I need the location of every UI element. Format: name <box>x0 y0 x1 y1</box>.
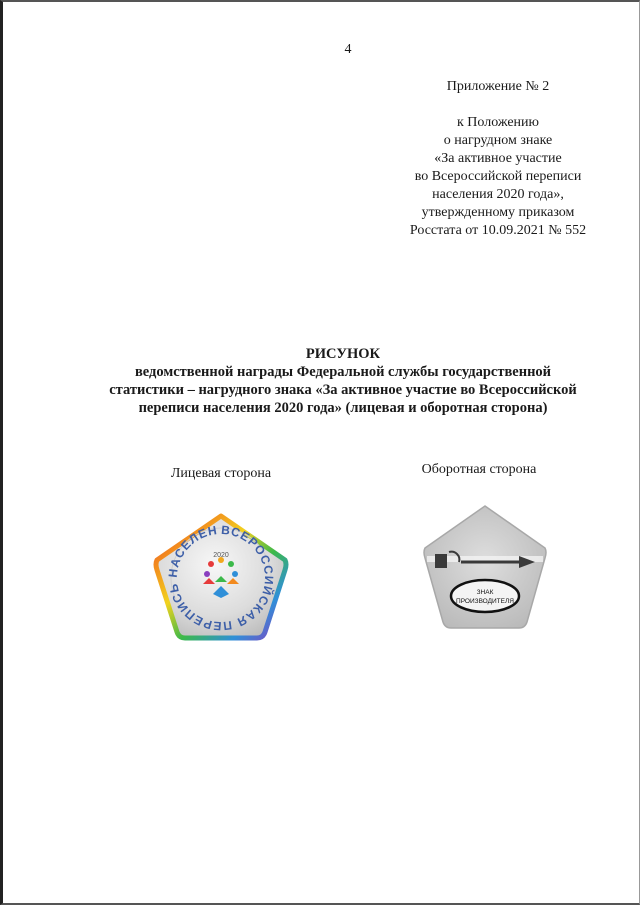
appendix-line: во Всероссийской переписи <box>414 169 582 184</box>
heading-title: РИСУНОК <box>305 346 381 362</box>
front-side-caption: Лицевая сторона <box>170 466 272 481</box>
maker-mark-line: ПРОИЗВОДИТЕЛЯ <box>456 598 514 605</box>
heading-line: статистики – нагрудного знака «За активное участие во Всероссийской <box>109 382 577 398</box>
heading-line: переписи населения 2020 года» (лицевая и оборотная сторона) <box>138 400 548 416</box>
census-badge-back-icon <box>421 504 549 632</box>
appendix-block <box>388 78 608 240</box>
appendix-line: о нагрудном знаке <box>443 133 553 148</box>
appendix-line: к Положению <box>456 115 539 130</box>
appendix-line: Росстата от 10.09.2021 № 552 <box>409 223 587 238</box>
page-number: 4 <box>344 42 352 57</box>
census-badge-front-icon <box>151 512 291 642</box>
appendix-line: населения 2020 года», <box>432 187 564 202</box>
back-side-caption: Оборотная сторона <box>421 462 537 477</box>
appendix-title: Приложение № 2 <box>446 79 550 94</box>
badge-ring-text: ВСЕРОССИЙСКАЯ ПЕРЕПИСЬ НАСЕЛЕН <box>165 522 277 634</box>
appendix-line: «За активное участие <box>434 151 562 166</box>
document-heading <box>93 345 593 417</box>
appendix-line: утвержденному приказом <box>421 205 575 220</box>
badge-center-text: 2020 <box>213 552 229 559</box>
badge-front-image <box>151 512 291 642</box>
heading-line: ведомственной награды Федеральной службы государственной <box>134 364 552 380</box>
maker-mark-line: ЗНАК <box>476 589 494 596</box>
badge-back-image <box>421 504 549 632</box>
